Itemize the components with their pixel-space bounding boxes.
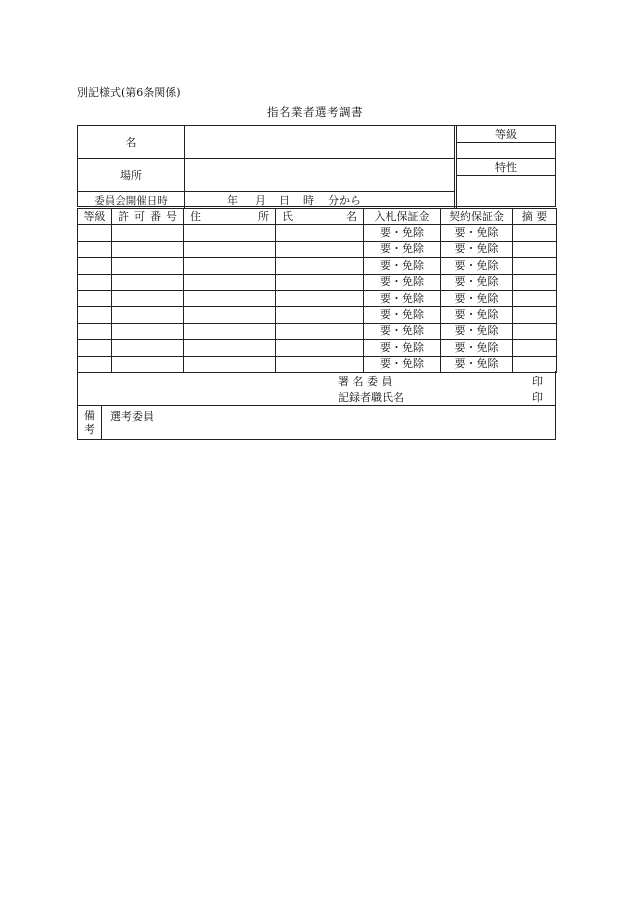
document-title: 指名業者選考調書 bbox=[267, 105, 363, 119]
signature-member-label: 署 名 委 員 bbox=[338, 375, 393, 388]
address-cell[interactable] bbox=[184, 340, 276, 356]
summary-cell[interactable] bbox=[513, 356, 557, 372]
grade-cell[interactable] bbox=[78, 258, 112, 274]
contractor-table bbox=[77, 208, 557, 373]
datetime-month: 月 bbox=[255, 194, 266, 207]
grade-label: 等級 bbox=[495, 128, 517, 141]
datetime-day: 日 bbox=[279, 194, 290, 207]
contract-deposit-cell[interactable]: 要・免除 bbox=[441, 274, 513, 290]
bid-deposit-cell[interactable]: 要・免除 bbox=[364, 340, 441, 356]
summary-cell[interactable] bbox=[513, 258, 557, 274]
table-row bbox=[78, 340, 557, 356]
col-address-char: 所 bbox=[258, 209, 269, 223]
table-row bbox=[78, 356, 557, 372]
divider bbox=[184, 126, 185, 208]
permit-number-cell[interactable] bbox=[112, 307, 184, 323]
datetime-minute: 分から bbox=[328, 194, 361, 207]
recorder-label: 記録者職氏名 bbox=[338, 391, 404, 404]
divider bbox=[456, 175, 556, 176]
bid-deposit-cell[interactable]: 要・免除 bbox=[364, 323, 441, 339]
col-permit-char: 番 bbox=[150, 209, 161, 223]
summary-cell[interactable] bbox=[513, 307, 557, 323]
col-grade-header: 等級 bbox=[78, 209, 112, 225]
summary-cell[interactable] bbox=[513, 274, 557, 290]
name-label: 名 bbox=[125, 136, 137, 149]
summary-cell[interactable] bbox=[513, 340, 557, 356]
grade-cell[interactable] bbox=[78, 323, 112, 339]
col-name-char: 氏 bbox=[282, 209, 293, 223]
remarks-label bbox=[78, 406, 102, 439]
table-row bbox=[78, 307, 557, 323]
feature-label: 特性 bbox=[495, 161, 517, 174]
divider bbox=[78, 158, 455, 159]
table-row bbox=[78, 290, 557, 306]
permit-number-cell[interactable] bbox=[112, 340, 184, 356]
col-address-char: 住 bbox=[190, 209, 201, 223]
col-name-char: 名 bbox=[346, 209, 357, 223]
remarks-label-char: 考 bbox=[84, 422, 95, 436]
grade-cell[interactable] bbox=[78, 241, 112, 257]
summary-cell[interactable] bbox=[513, 290, 557, 306]
col-permit-char: 号 bbox=[166, 209, 177, 223]
permit-number-cell[interactable] bbox=[112, 274, 184, 290]
seal-mark: 印 bbox=[532, 391, 543, 404]
col-name-header bbox=[276, 209, 364, 225]
bid-deposit-cell[interactable]: 要・免除 bbox=[364, 290, 441, 306]
summary-cell[interactable] bbox=[513, 225, 557, 241]
remarks-content[interactable]: 選考委員 bbox=[110, 410, 154, 423]
bid-deposit-cell[interactable]: 要・免除 bbox=[364, 356, 441, 372]
seal-mark: 印 bbox=[532, 375, 543, 388]
col-summary-header: 摘 要 bbox=[513, 209, 557, 225]
recorder-row bbox=[338, 389, 543, 405]
grade-cell[interactable] bbox=[78, 307, 112, 323]
datetime-hour: 時 bbox=[303, 194, 314, 207]
name-cell[interactable] bbox=[276, 323, 364, 339]
col-address-header bbox=[184, 209, 276, 225]
bid-deposit-cell[interactable]: 要・免除 bbox=[364, 225, 441, 241]
contract-deposit-cell[interactable]: 要・免除 bbox=[441, 323, 513, 339]
divider bbox=[456, 158, 556, 159]
header-block bbox=[77, 125, 556, 207]
contract-deposit-cell[interactable]: 要・免除 bbox=[441, 307, 513, 323]
address-cell[interactable] bbox=[184, 225, 276, 241]
contract-deposit-cell[interactable]: 要・免除 bbox=[441, 356, 513, 372]
address-cell[interactable] bbox=[184, 241, 276, 257]
datetime-value-field[interactable] bbox=[185, 192, 455, 208]
place-value-field[interactable] bbox=[185, 159, 455, 191]
summary-cell[interactable] bbox=[513, 323, 557, 339]
permit-number-cell[interactable] bbox=[112, 241, 184, 257]
col-permit-header bbox=[112, 209, 184, 225]
datetime-label: 委員会開催日時 bbox=[94, 194, 168, 207]
contract-deposit-cell[interactable]: 要・免除 bbox=[441, 340, 513, 356]
form-reference: 別記様式(第6条関係) bbox=[77, 86, 181, 99]
col-permit-char: 可 bbox=[134, 209, 145, 223]
permit-number-cell[interactable] bbox=[112, 258, 184, 274]
table-row bbox=[78, 241, 557, 257]
permit-number-cell[interactable] bbox=[112, 290, 184, 306]
address-cell[interactable] bbox=[184, 274, 276, 290]
bid-deposit-cell[interactable]: 要・免除 bbox=[364, 241, 441, 257]
contract-deposit-cell[interactable]: 要・免除 bbox=[441, 290, 513, 306]
address-cell[interactable] bbox=[184, 290, 276, 306]
contract-deposit-cell[interactable]: 要・免除 bbox=[441, 225, 513, 241]
place-label: 場所 bbox=[120, 169, 142, 182]
divider bbox=[456, 126, 457, 208]
grade-cell[interactable] bbox=[78, 340, 112, 356]
table-row bbox=[78, 225, 557, 241]
table-row bbox=[78, 323, 557, 339]
permit-number-cell[interactable] bbox=[112, 323, 184, 339]
datetime-year: 年 bbox=[227, 194, 238, 207]
col-contract-deposit-header: 契約保証金 bbox=[441, 209, 513, 225]
name-cell[interactable] bbox=[276, 290, 364, 306]
col-bid-deposit-header: 入札保証金 bbox=[364, 209, 441, 225]
name-cell[interactable] bbox=[276, 241, 364, 257]
name-cell[interactable] bbox=[276, 258, 364, 274]
name-cell[interactable] bbox=[276, 340, 364, 356]
address-cell[interactable] bbox=[184, 307, 276, 323]
name-cell[interactable] bbox=[276, 307, 364, 323]
name-cell[interactable] bbox=[276, 225, 364, 241]
feature-value-field[interactable] bbox=[456, 176, 556, 208]
table-row bbox=[78, 274, 557, 290]
name-cell[interactable] bbox=[276, 274, 364, 290]
summary-cell[interactable] bbox=[513, 241, 557, 257]
signature-block bbox=[77, 371, 556, 406]
remarks-label-char: 備 bbox=[84, 408, 95, 422]
divider bbox=[454, 126, 455, 208]
contract-deposit-cell[interactable]: 要・免除 bbox=[441, 241, 513, 257]
table-header-row bbox=[78, 209, 557, 225]
remarks-block bbox=[77, 405, 556, 440]
divider bbox=[456, 142, 556, 143]
bid-deposit-cell[interactable]: 要・免除 bbox=[364, 258, 441, 274]
name-cell[interactable] bbox=[276, 356, 364, 372]
bid-deposit-cell[interactable]: 要・免除 bbox=[364, 307, 441, 323]
divider bbox=[78, 191, 455, 192]
contract-deposit-cell[interactable]: 要・免除 bbox=[441, 258, 513, 274]
permit-number-cell[interactable] bbox=[112, 356, 184, 372]
grade-cell[interactable] bbox=[78, 225, 112, 241]
address-cell[interactable] bbox=[184, 356, 276, 372]
signature-member-field[interactable] bbox=[358, 375, 488, 387]
grade-cell[interactable] bbox=[78, 356, 112, 372]
address-cell[interactable] bbox=[184, 323, 276, 339]
grade-cell[interactable] bbox=[78, 274, 112, 290]
bid-deposit-cell[interactable]: 要・免除 bbox=[364, 274, 441, 290]
grade-value-field[interactable] bbox=[456, 143, 556, 158]
col-permit-char: 許 bbox=[118, 209, 129, 223]
grade-cell[interactable] bbox=[78, 290, 112, 306]
permit-number-cell[interactable] bbox=[112, 225, 184, 241]
address-cell[interactable] bbox=[184, 258, 276, 274]
name-value-field[interactable] bbox=[185, 126, 455, 158]
table-row bbox=[78, 258, 557, 274]
